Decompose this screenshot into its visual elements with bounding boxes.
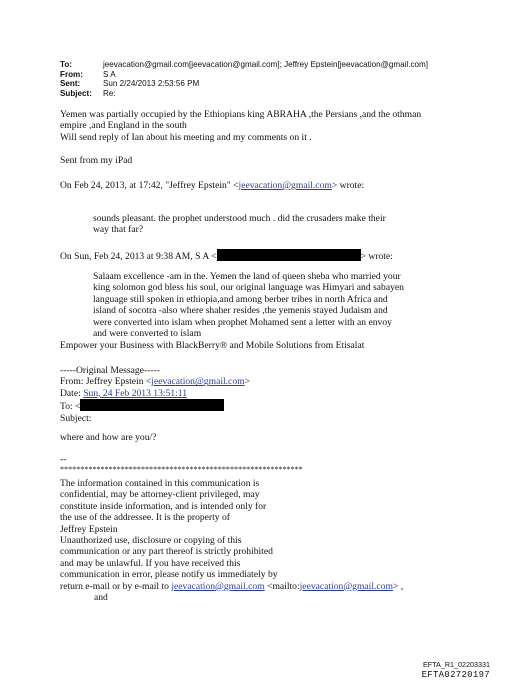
header-sent-row: [60, 79, 428, 89]
disclaimer-line: Unauthorized use, disclosure or copying of this: [60, 535, 242, 547]
email-link[interactable]: jeevacation@gmail.com: [151, 376, 245, 388]
disclaimer-line: communication in error, please notify us immediately by: [60, 569, 278, 581]
quoted-line: sounds pleasant. the prophet understood much . did the crusaders make their: [93, 213, 386, 224]
quote-header-2: [60, 249, 393, 262]
header-to-row: [60, 60, 428, 70]
bates-number-2: EFTA02720197: [421, 670, 490, 680]
question-line: where and how are you/?: [60, 432, 157, 443]
bates-number-1: EFTA_R1_02203331: [423, 660, 490, 669]
quoted-line: were converted into islam when prophet Mohamed sent a letter with an envoy: [93, 316, 392, 328]
disclaimer-return-line: [60, 581, 403, 592]
message-paragraph: [60, 109, 421, 143]
to-value: jeevacation@gmail.com[jeevacation@gmail.com]; Jeffrey Epstein[jeevacation@gmail.com]: [103, 60, 429, 69]
quoted-line: island of socotra -also where shaher resides ,the yemenis stayed Judaism and: [93, 305, 388, 317]
return-mid: <mailto:: [264, 580, 300, 592]
quoted-line: and were converted to islam: [93, 328, 202, 340]
quoted-line: way that far?: [93, 224, 144, 236]
return-prefix: return e-mail or by e-mail to: [60, 580, 172, 592]
original-to-line: [60, 399, 250, 412]
sent-from-line: Sent from my iPad: [60, 155, 133, 166]
message-line: Yemen was partially occupied by the Ethiopians king ABRAHA ,the Persians ,and the othman: [60, 109, 422, 120]
disclaimer-line: Jeffrey Epstein: [60, 523, 118, 535]
quote-header-1: [60, 180, 364, 191]
confidentiality-disclaimer: [60, 478, 403, 603]
original-message-divider: -----Original Message-----: [60, 365, 160, 376]
quoted-line: king solomon god bless his soul, our original language was Himyari and sabayen: [93, 282, 404, 294]
quote-header-suffix: > wrote:: [331, 180, 365, 191]
subject-label: Subject:: [60, 88, 92, 98]
original-message-block: [60, 365, 250, 424]
subject-value: Re:: [103, 88, 116, 98]
asterisk-divider: ************************************************************: [60, 465, 303, 475]
quoted-reply-1: [93, 213, 386, 236]
original-date-value: Sun, 24 Feb 2013 13:51:11: [83, 387, 188, 399]
redaction-box: [80, 399, 224, 411]
email-link[interactable]: jeevacation@gmail.com: [171, 580, 265, 592]
original-date-label: Date:: [60, 387, 84, 399]
quoted-line: Salaam excellence -am in the. Yemen the land of queen sheba who married your: [93, 271, 401, 282]
blackberry-signature: Empower your Business with BlackBerry® and Mobile Solutions from Etisalat: [60, 340, 365, 351]
quote-header-suffix: > wrote:: [360, 251, 393, 262]
disclaimer-line: confidential, may be attorney-client privileged, may: [60, 489, 260, 501]
email-header: [60, 60, 428, 98]
disclaimer-line: and may be unlawful. If you have received this: [60, 557, 241, 569]
from-value: S A: [103, 69, 116, 79]
original-from-suffix: >: [244, 376, 250, 388]
disclaimer-line: The information contained in this communication is: [60, 478, 260, 489]
original-date-line: [60, 388, 250, 399]
original-from-prefix: From: Jeffrey Epstein <: [60, 376, 152, 388]
message-line: empire ,and England in the south: [60, 120, 187, 132]
original-subject-line: Subject:: [60, 412, 92, 424]
disclaimer-line: the use of the addressee. It is the property of: [60, 512, 230, 524]
redaction-box: [217, 249, 361, 261]
mailto-link[interactable]: jeevacation@gmail.com: [299, 580, 393, 592]
disclaimer-line: constitute inside information, and is intended only for: [60, 500, 267, 512]
header-subject-row: [60, 89, 428, 99]
disclaimer-and: and: [94, 592, 108, 604]
from-label: From:: [60, 69, 83, 79]
quote-header-prefix: On Sun, Feb 24, 2013 at 9:38 AM, S A <: [60, 251, 217, 262]
quoted-message-2: [93, 271, 404, 339]
signature-block: [60, 454, 303, 475]
return-suffix: > ,: [392, 580, 404, 592]
original-to-label: To: <: [60, 401, 81, 413]
sent-label: Sent:: [60, 79, 81, 89]
header-from-row: [60, 70, 428, 80]
disclaimer-line: communication or any part thereof is strictly prohibited: [60, 546, 273, 558]
sent-value: Sun 2/24/2013 2:53:56 PM: [103, 79, 200, 89]
email-link[interactable]: jeevacation@gmail.com: [238, 180, 332, 191]
signature-dash: --: [60, 454, 67, 465]
quoted-line: language still spoken in ethiopia,and among berber tribes in north Africa and: [93, 293, 388, 305]
message-line: Will send reply of Ian about his meeting and my comments on it .: [60, 131, 312, 143]
quote-header-prefix: On Feb 24, 2013, at 17:42, "Jeffrey Epstein" <: [60, 180, 239, 191]
to-label: To:: [60, 60, 72, 69]
original-from-line: [60, 376, 250, 387]
